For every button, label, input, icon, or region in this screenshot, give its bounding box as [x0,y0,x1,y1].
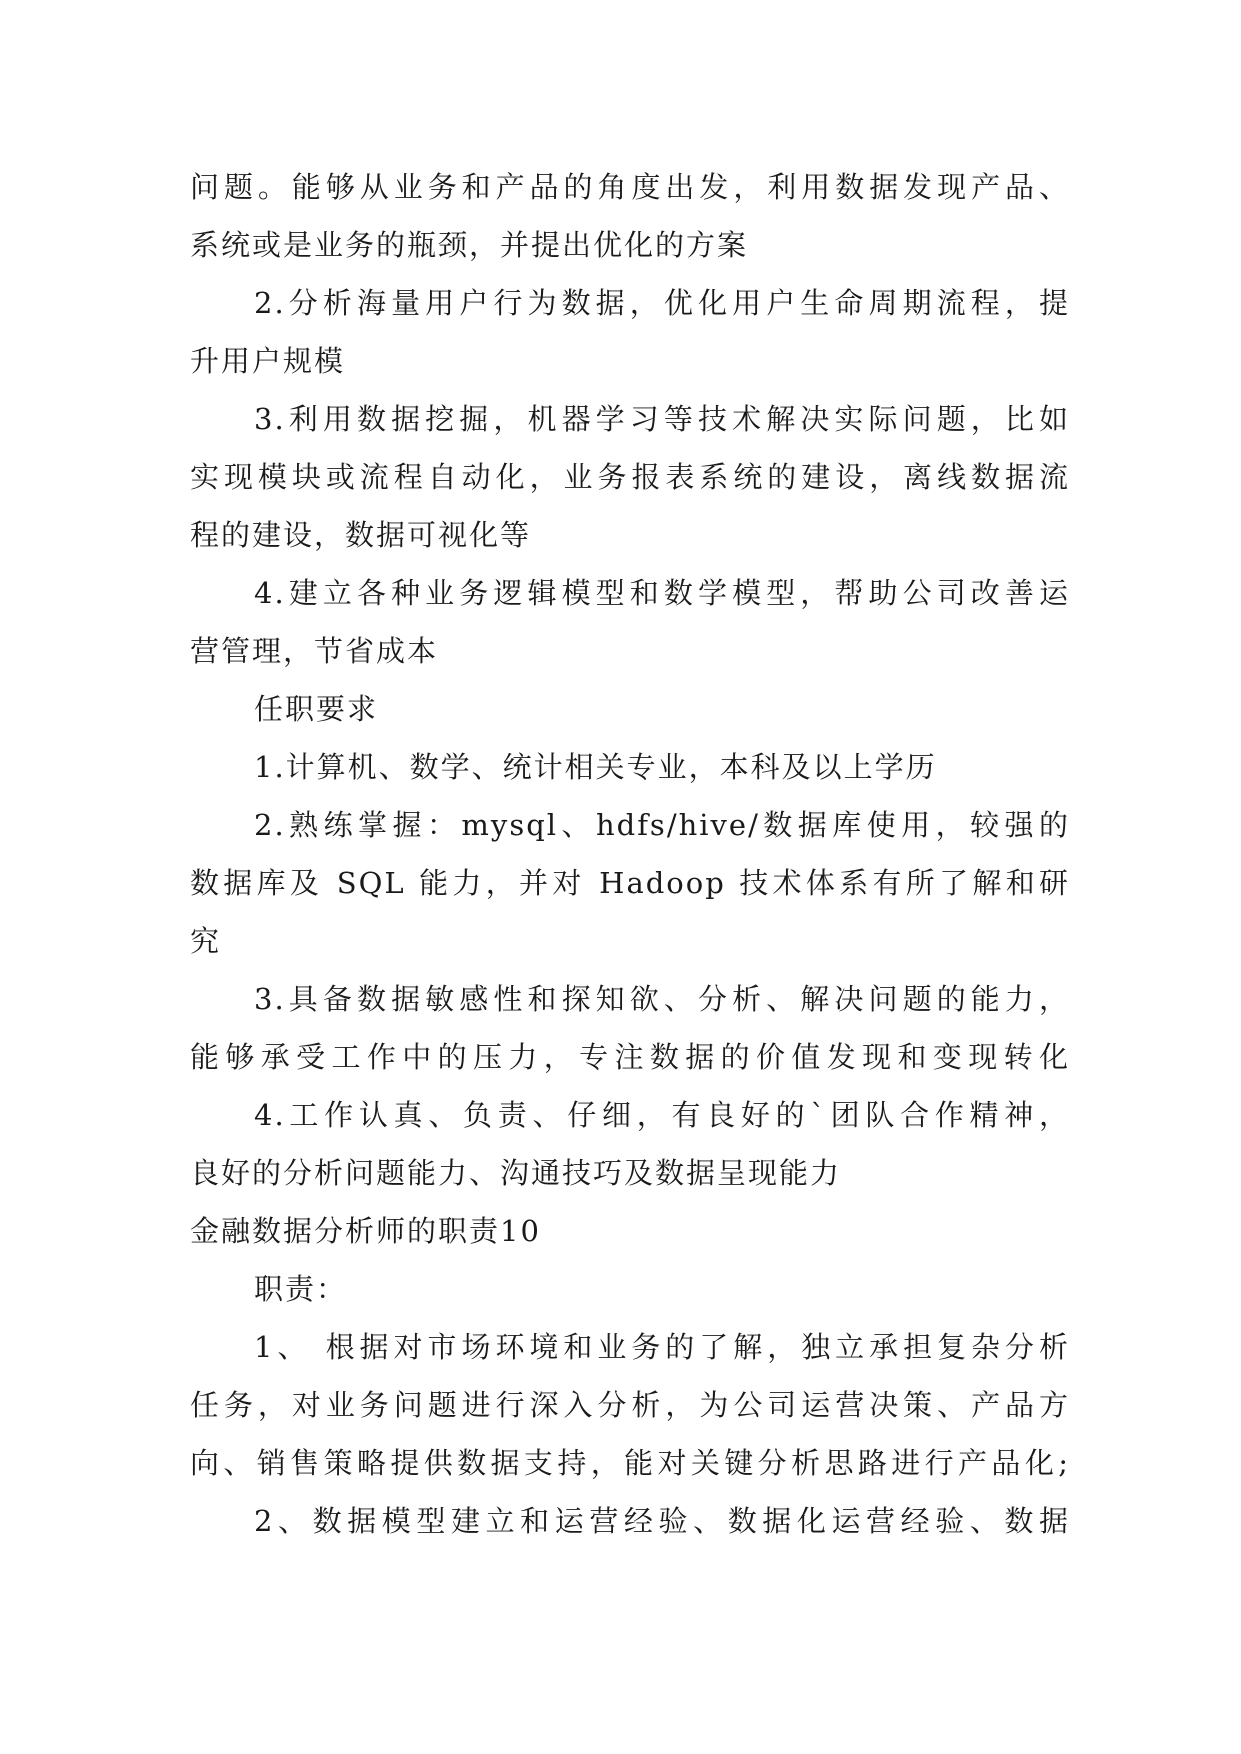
numbered-item-line: 2、数据模型建立和运营经验、数据化运营经验、数据 [254,1504,1070,1538]
body-text-line: 问题。能够从业务和产品的角度出发，利用数据发现产品、 [190,170,1070,204]
body-text-line: 良好的分析问题能力、沟通技巧及数据呈现能力 [190,1156,842,1190]
body-text-line: 能够承受工作中的压力，专注数据的价值发现和变现转化 [190,1040,1070,1074]
numbered-item-line: 3.具备数据敏感性和探知欲、分析、解决问题的能力， [254,982,1070,1016]
body-text-line: 营管理，节省成本 [190,634,439,668]
body-text-line: 数据库及 SQL 能力，并对 Hadoop 技术体系有所了解和研 [190,866,1070,900]
numbered-item-line: 1、 根据对市场环境和业务的了解，独立承担复杂分析 [254,1330,1070,1364]
section-heading-requirements: 任职要求 [254,692,379,726]
body-text-line: 升用户规模 [190,344,346,378]
body-text-line: 究 [190,924,222,958]
numbered-item-line: 3.利用数据挖掘，机器学习等技术解决实际问题，比如 [254,402,1070,436]
numbered-item-line: 1.计算机、数学、统计相关专业，本科及以上学历 [254,750,937,784]
body-text-line: 任务，对业务问题进行深入分析，为公司运营决策、产品方 [190,1388,1070,1422]
numbered-item-line: 2.熟练掌握：mysql、hdfs/hive/数据库使用，较强的 [254,808,1070,842]
body-text-line: 向、销售策略提供数据支持，能对关键分析思路进行产品化; [190,1446,1070,1480]
document-section-title: 金融数据分析师的职责10 [190,1214,541,1248]
numbered-item-line: 2.分析海量用户行为数据，优化用户生命周期流程，提 [254,286,1070,320]
body-text-line: 程的建设，数据可视化等 [190,518,532,552]
body-text-line: 系统或是业务的瓶颈，并提出优化的方案 [190,228,749,262]
numbered-item-line: 4.工作认真、负责、仔细，有良好的`团队合作精神， [254,1098,1070,1132]
numbered-item-line: 4.建立各种业务逻辑模型和数学模型，帮助公司改善运 [254,576,1070,610]
body-text-line: 实现模块或流程自动化，业务报表系统的建设，离线数据流 [190,460,1070,494]
section-heading-duties: 职责： [254,1272,348,1306]
